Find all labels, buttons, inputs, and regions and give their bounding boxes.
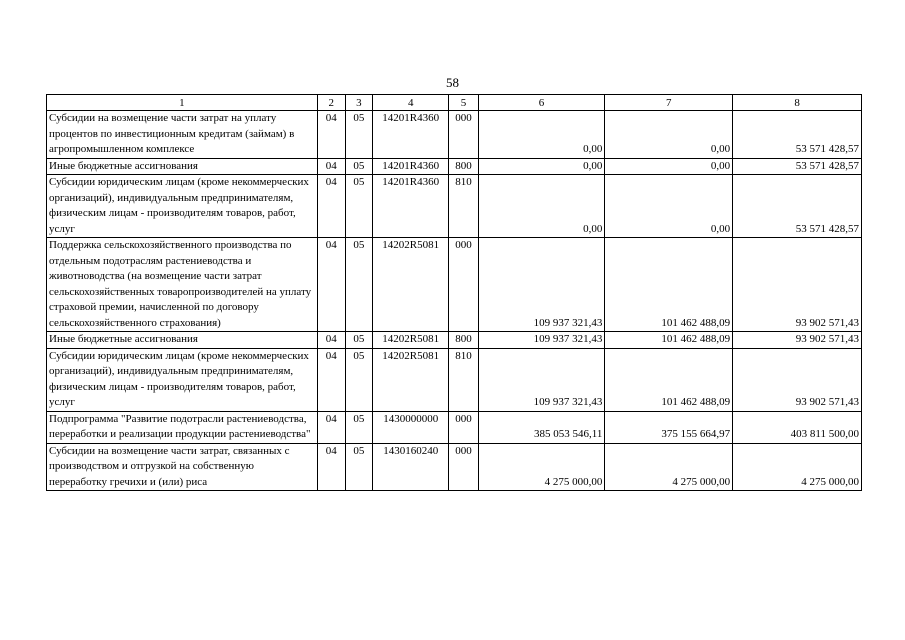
header-cell-7: 7 <box>605 95 733 111</box>
header-cell-6: 6 <box>478 95 605 111</box>
amount-col-8: 53 571 428,57 <box>733 175 862 238</box>
section-code: 04 <box>317 332 345 349</box>
expense-type-code: 810 <box>449 348 478 411</box>
table-row <box>47 411 862 443</box>
amount-col-6: 0,00 <box>478 158 605 175</box>
table-row <box>47 111 862 159</box>
expense-type-code: 800 <box>449 158 478 175</box>
item-name: Субсидии юридическим лицам (кроме некоммерческих организаций), индивидуальным предпринимателям, физическим лицам - производителям товаров, работ, услуг <box>47 348 318 411</box>
amount-col-7: 101 462 488,09 <box>605 238 733 332</box>
subsection-code: 05 <box>345 443 372 491</box>
expense-type-code: 000 <box>449 111 478 159</box>
table-row <box>47 175 862 238</box>
amount-col-8: 53 571 428,57 <box>733 111 862 159</box>
amount-col-6: 385 053 546,11 <box>478 411 605 443</box>
subsection-code: 05 <box>345 238 372 332</box>
target-article-code: 1430000000 <box>372 411 448 443</box>
amount-col-7: 4 275 000,00 <box>605 443 733 491</box>
subsection-code: 05 <box>345 175 372 238</box>
page-number: 58 <box>446 75 459 90</box>
amount-col-6: 0,00 <box>478 111 605 159</box>
header-cell-8: 8 <box>733 95 862 111</box>
section-code: 04 <box>317 175 345 238</box>
amount-col-6: 109 937 321,43 <box>478 332 605 349</box>
target-article-code: 1430160240 <box>372 443 448 491</box>
expense-type-code: 000 <box>449 238 478 332</box>
amount-col-8: 53 571 428,57 <box>733 158 862 175</box>
amount-col-8: 4 275 000,00 <box>733 443 862 491</box>
expense-type-code: 800 <box>449 332 478 349</box>
amount-col-6: 4 275 000,00 <box>478 443 605 491</box>
subsection-code: 05 <box>345 158 372 175</box>
amount-col-8: 93 902 571,43 <box>733 348 862 411</box>
item-name: Иные бюджетные ассигнования <box>47 158 318 175</box>
table-row <box>47 238 862 332</box>
amount-col-7: 375 155 664,97 <box>605 411 733 443</box>
table-row <box>47 332 862 349</box>
item-name: Иные бюджетные ассигнования <box>47 332 318 349</box>
amount-col-8: 403 811 500,00 <box>733 411 862 443</box>
section-code: 04 <box>317 111 345 159</box>
item-name: Субсидии на возмещение части затрат на уплату процентов по инвестиционным кредитам (займам) в агропромышленном комплексе <box>47 111 318 159</box>
section-code: 04 <box>317 348 345 411</box>
amount-col-7: 0,00 <box>605 158 733 175</box>
table-row <box>47 348 862 411</box>
amount-col-6: 109 937 321,43 <box>478 238 605 332</box>
item-name: Подпрограмма "Развитие подотрасли растениеводства, переработки и реализации продукции растениеводства" <box>47 411 318 443</box>
expense-type-code: 810 <box>449 175 478 238</box>
amount-col-7: 101 462 488,09 <box>605 332 733 349</box>
header-cell-1: 1 <box>47 95 318 111</box>
table-row <box>47 443 862 491</box>
item-name: Субсидии на возмещение части затрат, связанных с производством и отгрузкой на собственную переработку гречихи и (или) риса <box>47 443 318 491</box>
header-cell-4: 4 <box>372 95 448 111</box>
amount-col-7: 0,00 <box>605 175 733 238</box>
header-row <box>47 95 862 111</box>
target-article-code: 14201R4360 <box>372 175 448 238</box>
subsection-code: 05 <box>345 348 372 411</box>
item-name: Поддержка сельскохозяйственного производства по отдельным подотраслям растениеводства и животноводства (на возмещение части затрат сельскохозяйственных товаропроизводителей на уплату страховой премии, начисленной по договору сельскохозяйственного страхования) <box>47 238 318 332</box>
header-cell-5: 5 <box>449 95 478 111</box>
expense-type-code: 000 <box>449 443 478 491</box>
amount-col-6: 0,00 <box>478 175 605 238</box>
target-article-code: 14202R5081 <box>372 348 448 411</box>
budget-table <box>46 94 862 491</box>
target-article-code: 14202R5081 <box>372 332 448 349</box>
expense-type-code: 000 <box>449 411 478 443</box>
subsection-code: 05 <box>345 411 372 443</box>
subsection-code: 05 <box>345 111 372 159</box>
amount-col-8: 93 902 571,43 <box>733 332 862 349</box>
section-code: 04 <box>317 443 345 491</box>
item-name: Субсидии юридическим лицам (кроме некоммерческих организаций), индивидуальным предпринимателям, физическим лицам - производителям товаров, работ, услуг <box>47 175 318 238</box>
amount-col-7: 0,00 <box>605 111 733 159</box>
header-cell-2: 2 <box>317 95 345 111</box>
target-article-code: 14202R5081 <box>372 238 448 332</box>
amount-col-7: 101 462 488,09 <box>605 348 733 411</box>
amount-col-6: 109 937 321,43 <box>478 348 605 411</box>
section-code: 04 <box>317 238 345 332</box>
section-code: 04 <box>317 411 345 443</box>
target-article-code: 14201R4360 <box>372 158 448 175</box>
target-article-code: 14201R4360 <box>372 111 448 159</box>
amount-col-8: 93 902 571,43 <box>733 238 862 332</box>
section-code: 04 <box>317 158 345 175</box>
header-cell-3: 3 <box>345 95 372 111</box>
table-row <box>47 158 862 175</box>
subsection-code: 05 <box>345 332 372 349</box>
